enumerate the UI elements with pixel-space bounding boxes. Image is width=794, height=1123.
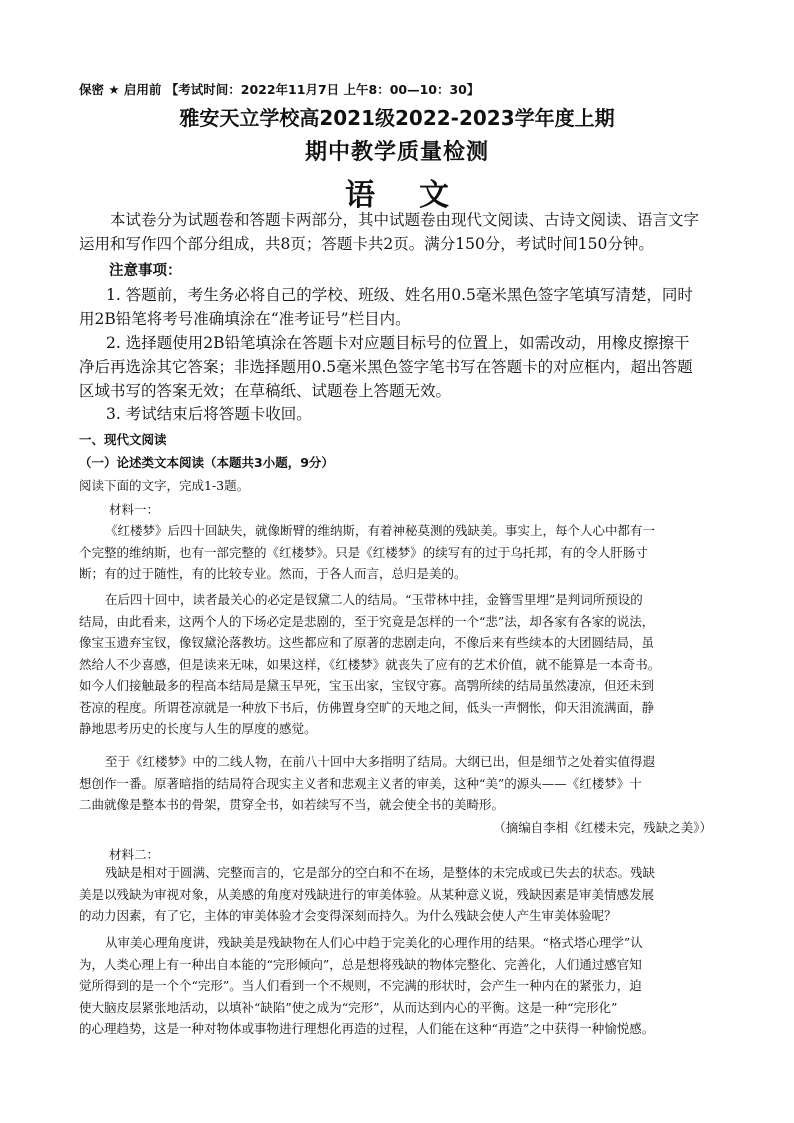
intro-line: 运用和写作四个部分组成，共8页；答题卡共2页。满分150分，考试时间150分钟。 (79, 235, 654, 253)
material-1-source: （摘编自李相《红楼未完，残缺之美》） (493, 820, 712, 835)
intro-paragraph (79, 208, 719, 256)
text-line: 苍凉的程度。所谓苍凉就是一种放下书后，仿佛置身空旷的天地之间，低头一声惘怅，仰天泪流满面，静 (79, 699, 655, 715)
note-item-1 (79, 283, 719, 331)
text-line: 使大脑皮层紧张地活动，以填补“缺陷”使之成为“完形”，从而达到内心的平衡。这是一种“完形化” (79, 999, 618, 1015)
text-line: 个完整的维纳斯，也有一部完整的《红楼梦》。只是《红楼梦》的续写有的过于乌托邦，有的令人肝肠寸 (79, 544, 648, 560)
material-1-paragraph-1 (79, 520, 719, 585)
text-line: 的心理趋势，这是一种对物体或事物进行理想化再造的过程，人们能在这种“再造”之中获得一种愉悦感。 (79, 1021, 655, 1036)
text-line: 静地思考历史的长度与人生的厚度的感觉。 (79, 721, 317, 736)
note-line: 用2B铅笔将考号准确填涂在“准考证号”栏目内。 (79, 310, 411, 328)
reading-instruction: 阅读下面的文字，完成1-3题。 (79, 478, 250, 493)
material-1-paragraph-2 (79, 589, 719, 740)
text-line: 然给人不少喜感，但是读来无味，如果这样，《红楼梦》就丧失了应有的艺术价值，就不能算是一本奇书。 (79, 656, 661, 672)
exam-title: 雅安天立学校高2021级2022-2023学年度上期 (179, 106, 615, 130)
note-line: 区域书写的答案无效；在草稿纸、试题卷上答题无效。 (79, 382, 452, 400)
text-line: 美是以残缺为审视对象，从美感的角度对残缺进行的审美体验。从某种意义说，残缺因素是审美情感发展 (79, 886, 655, 902)
material-1-label: 材料一： (109, 502, 160, 517)
text-line: 残缺是相对于圆满、完整而言的，它是部分的空白和不在场，是整体的未完成或已失去的状态。残缺 (105, 865, 656, 880)
text-line: 为，人类心理上有一种出自本能的“完形倾向”，总是想将残缺的物体完整化、完善化，人们通过感官知 (79, 956, 642, 972)
material-2-label: 材料二： (109, 847, 160, 862)
section-heading: 一、现代文阅读 (79, 432, 167, 447)
material-2-paragraph-2 (79, 932, 719, 1040)
text-line: 像宝玉遗弃宝钗，像钗黛沦落教坊。这些都应和了原著的悲剧走向，不像后来有些续本的大团圆结局，虽 (79, 635, 655, 650)
note-item-3 (79, 402, 719, 426)
note-line: 3. 考试结束后将答题卡收回。 (106, 405, 312, 423)
text-line: 想创作一番。原著暗指的结局符合现实主义者和悲观主义者的审美，这种“美”的源头——《红楼梦》十 (79, 775, 642, 791)
text-line: 二曲就像是整本书的骨架，贯穿全书，如若续写不当，就会使全书的美畸形。 (79, 797, 505, 812)
text-line: 结局，由此看来，这两个人的下场必定是悲剧的，至于究竟是怎样的一个“悲”法，却各家有各家的说法， (79, 613, 655, 629)
text-line: 从审美心理角度讲，残缺美是残缺物在人们心中趋于完美化的心理作用的结果。“格式塔心理学”认 (105, 935, 643, 950)
text-line: 《红楼梦》后四十回缺失，就像断臂的维纳斯，有着神秘莫测的残缺美。事实上，每个人心中都有一 (105, 523, 656, 538)
note-line: 1. 答题前，考生务必将自己的学校、班级、姓名用0.5毫米黑色签字笔填写清楚，同时 (106, 286, 693, 304)
text-line: 至于《红楼梦》中的二线人物，在前八十回中大多指明了结局。大纲已出，但是细节之处着实值得遐 (105, 754, 656, 769)
subsection-heading: （一）论述类文本阅读（本题共3小题，9分） (79, 455, 334, 470)
note-line: 2. 选择题使用2B铅笔填涂在答题卡对应题目标号的位置上，如需改动，用橡皮擦擦干 (106, 334, 690, 352)
note-line: 净后再选涂其它答案；非选择题用0.5毫米黑色签字笔书写在答题卡的对应框内，超出答题 (79, 358, 693, 376)
exam-subtitle: 期中教学质量检测 (304, 140, 489, 165)
text-line: 觉所得到的是一个个“完形”。当人们看到一个不规则，不完满的形状时，会产生一种内在的紧张力，迫 (79, 978, 642, 993)
subject-title: 语文 (345, 178, 493, 213)
intro-line: 本试卷分为试题卷和答题卡两部分，其中试题卷由现代文阅读、古诗文阅读、语言文字 (110, 211, 700, 229)
text-line: 的动力因素，有了它，主体的审美体验才会变得深刻而持久。为什么残缺会使人产生审美体验呢？ (79, 908, 617, 923)
confidential-header: 保密 ★ 启用前 【考试时间：2022年11月7日 上午8：00—10：30】 (79, 82, 480, 97)
note-item-2 (79, 331, 719, 403)
material-1-paragraph-3 (79, 751, 719, 816)
material-2-paragraph-1 (79, 862, 719, 927)
notes-title: 注意事项： (109, 263, 182, 279)
text-line: 断；有的过于随性，有的比较专业。然而，于各人而言，总归是美的。 (79, 566, 467, 581)
text-line: 在后四十回中，读者最关心的必定是钗黛二人的结局。“玉带林中挂，金簪雪里埋”是判词所预设的 (105, 592, 643, 607)
text-line: 如今人们接触最多的程高本结局是黛玉早死，宝玉出家，宝钗守寡。高鹗所续的结局虽然凄凉，但还未到 (79, 678, 655, 693)
